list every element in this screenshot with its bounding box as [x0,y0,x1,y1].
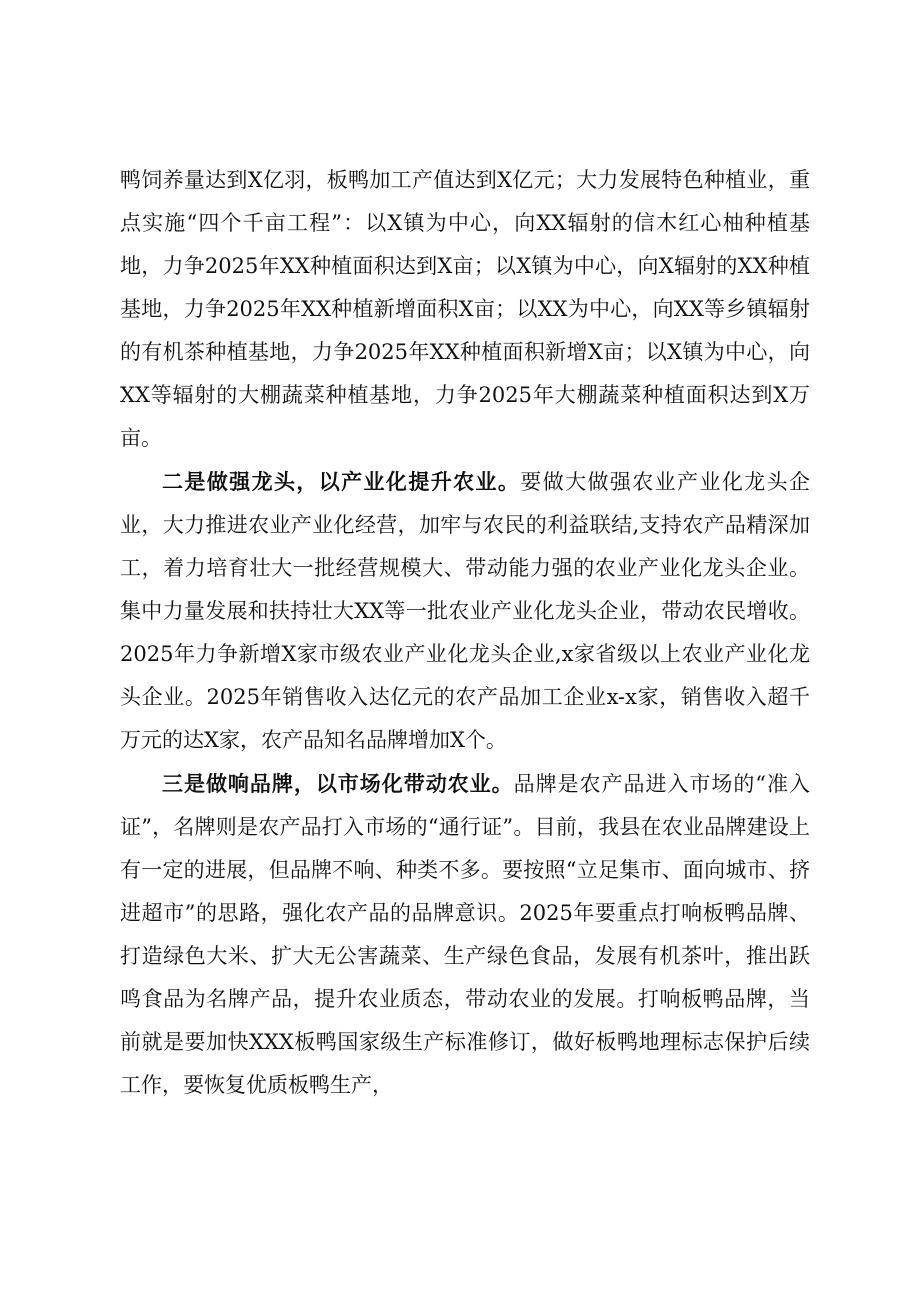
document-body [120,158,810,1107]
paragraph-3-lead: 三是做响品牌，以市场化带动农业。 [162,771,514,796]
paragraph-1 [120,158,810,460]
paragraph-3 [120,762,810,1107]
paragraph-1-text: 鸭饲养量达到X亿羽，板鸭加工产值达到X亿元；大力发展特色种植业，重点实施“四个千亩工程”：以X镇为中心，向XX辐射的信木红心柚种植基地，力争2025年XX种植面积达到X亩；以X镇为中心，向X辐射的XX种植基地，力争2025年XX种植新增面积X亩；以XX为中心，向XX等乡镇辐射的有机茶种植基地，力争2025年XX种植面积新增X亩；以X镇为中心，向XX等辐射的大棚蔬菜种植基地，力争2025年大棚蔬菜种植面积达到X万亩。 [120,168,810,450]
paragraph-2 [120,460,810,762]
paragraph-2-text: 要做大做强农业产业化龙头企业，大力推进农业产业化经营，加牢与农民的利益联结,支持农产品精深加工，着力培育壮大一批经营规模大、带动能力强的农业产业化龙头企业。集中力量发展和扶持壮大XX等一批农业产业化龙头企业，带动农民增收。2025年力争新增X家市级农业产业化龙头企业,x家省级以上农业产业化龙头企业。2025年销售收入达亿元的农产品加工企业x-x家，销售收入超千万元的达X家，农产品知名品牌增加X个。 [120,470,811,752]
paragraph-2-lead: 二是做强龙头，以产业化提升农业。 [162,469,521,494]
paragraph-3-text: 品牌是农产品进入市场的“准入证”，名牌则是农产品打入市场的“通行证”。目前，我县在农业品牌建设上有一定的进展，但品牌不响、种类不多。要按照“立足集市、面向城市、挤进超市”的思路，强化农产品的品牌意识。2025年要重点打响板鸭品牌、打造绿色大米、扩大无公害蔬菜、生产绿色食品，发展有机茶叶，推出跃鸣食品为名牌产品，提升农业质态，带动农业的发展。打响板鸭品牌，当前就是要加快XXX板鸭国家级生产标准修订，做好板鸭地理标志保护后续工作，要恢复优质板鸭生产， [120,772,810,1097]
